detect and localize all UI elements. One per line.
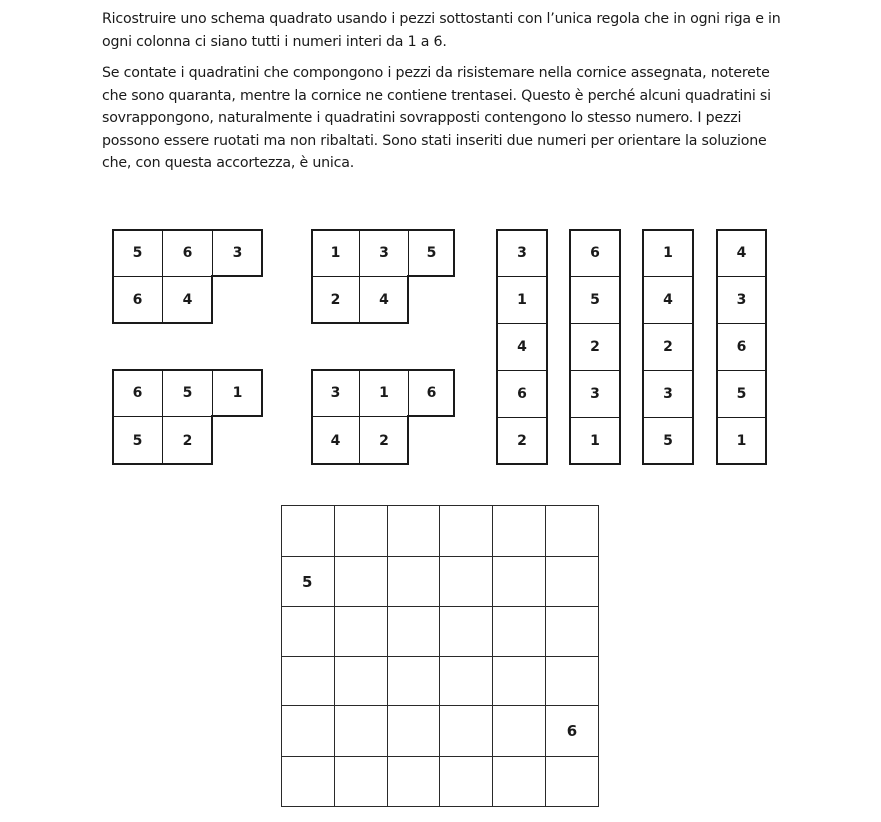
frame-cell[interactable] <box>387 705 440 757</box>
frame-cell[interactable] <box>334 756 388 807</box>
piece-cell: 6 <box>112 369 163 417</box>
piece-cell: 3 <box>716 276 767 324</box>
piece-cell: 2 <box>642 323 694 371</box>
frame-cell[interactable] <box>281 656 335 706</box>
intro-text: Ricostruire uno schema quadrato usando i pezzi sottostanti con l’unica regola che in ogni riga e in ogni colonna ci siano tutti i numeri interi da 1 a 6. <box>102 11 781 50</box>
frame-cell[interactable] <box>281 606 335 657</box>
frame-cell[interactable] <box>492 505 546 557</box>
piece-cell: 1 <box>212 369 263 417</box>
piece-cell: 6 <box>496 370 548 418</box>
piece-cell: 5 <box>162 369 213 417</box>
piece-cell: 5 <box>112 416 163 465</box>
explanation-text: Se contate i quadratini che compongono i pezzi da risistemare nella cornice assegnata, noterete che sono quaranta, mentre la cornice ne contiene trentasei. Questo è perché alcuni quadratini si sovrappongono, naturalmente i quadratini sovrapposti contengono lo stesso numero. I pezzi possono essere ruotati ma non ribaltati. Sono stati inseriti due numeri per orientare la soluzione che, con questa accortezza, è unica. <box>102 65 771 171</box>
frame-cell[interactable] <box>545 606 599 657</box>
frame-cell[interactable] <box>387 756 440 807</box>
piece-cell: 5 <box>569 276 621 324</box>
piece-cell: 1 <box>569 417 621 465</box>
l-piece <box>112 229 263 324</box>
vertical-piece <box>642 229 694 465</box>
solution-frame <box>281 505 598 806</box>
piece-cell: 5 <box>112 229 163 277</box>
piece-cell: 4 <box>496 323 548 371</box>
piece-cell: 3 <box>359 229 409 277</box>
frame-cell[interactable] <box>281 756 335 807</box>
piece-cell: 1 <box>359 369 409 417</box>
frame-cell[interactable] <box>492 756 546 807</box>
piece-cell: 4 <box>642 276 694 324</box>
frame-cell[interactable] <box>387 505 440 557</box>
frame-cell[interactable] <box>281 705 335 757</box>
frame-cell[interactable] <box>492 556 546 607</box>
piece-cell: 2 <box>569 323 621 371</box>
frame-cell[interactable] <box>387 656 440 706</box>
frame-cell[interactable] <box>545 505 599 557</box>
frame-cell[interactable] <box>334 505 388 557</box>
piece-cell: 5 <box>716 370 767 418</box>
l-piece <box>311 369 455 465</box>
frame-cell[interactable] <box>492 705 546 757</box>
frame-cell[interactable] <box>439 505 493 557</box>
frame-cell[interactable] <box>334 606 388 657</box>
piece-cell: 6 <box>162 229 213 277</box>
l-piece <box>112 369 263 465</box>
frame-cell[interactable]: 6 <box>545 705 599 757</box>
frame-cell[interactable] <box>545 756 599 807</box>
piece-cell: 1 <box>716 417 767 465</box>
piece-cell: 3 <box>496 229 548 277</box>
piece-cell: 3 <box>311 369 360 417</box>
vertical-piece <box>496 229 548 465</box>
frame-cell[interactable] <box>492 656 546 706</box>
frame-cell[interactable] <box>439 705 493 757</box>
piece-cell: 2 <box>496 417 548 465</box>
frame-cell[interactable] <box>439 756 493 807</box>
piece-cell: 4 <box>162 276 213 324</box>
frame-cell[interactable] <box>439 606 493 657</box>
frame-cell[interactable] <box>439 556 493 607</box>
piece-cell: 4 <box>359 276 409 324</box>
frame-cell[interactable] <box>334 705 388 757</box>
piece-cell: 6 <box>716 323 767 371</box>
frame-cell[interactable] <box>545 656 599 706</box>
piece-cell: 6 <box>112 276 163 324</box>
frame-cell[interactable] <box>545 556 599 607</box>
frame-cell[interactable] <box>492 606 546 657</box>
piece-cell: 3 <box>212 229 263 277</box>
vertical-piece <box>716 229 767 465</box>
piece-cell: 5 <box>408 229 455 277</box>
piece-cell: 4 <box>716 229 767 277</box>
frame-cell[interactable]: 5 <box>281 556 335 607</box>
piece-cell: 1 <box>311 229 360 277</box>
frame-cell[interactable] <box>281 505 335 557</box>
frame-cell[interactable] <box>334 656 388 706</box>
piece-cell: 4 <box>311 416 360 465</box>
piece-cell: 6 <box>569 229 621 277</box>
frame-cell[interactable] <box>439 656 493 706</box>
frame-cell[interactable] <box>387 556 440 607</box>
l-piece <box>311 229 455 324</box>
piece-cell: 2 <box>359 416 409 465</box>
piece-cell: 1 <box>496 276 548 324</box>
piece-cell: 5 <box>642 417 694 465</box>
piece-cell: 2 <box>162 416 213 465</box>
frame-cell[interactable] <box>334 556 388 607</box>
piece-cell: 6 <box>408 369 455 417</box>
piece-cell: 3 <box>642 370 694 418</box>
piece-cell: 2 <box>311 276 360 324</box>
vertical-piece <box>569 229 621 465</box>
frame-cell[interactable] <box>387 606 440 657</box>
piece-cell: 3 <box>569 370 621 418</box>
piece-cell: 1 <box>642 229 694 277</box>
